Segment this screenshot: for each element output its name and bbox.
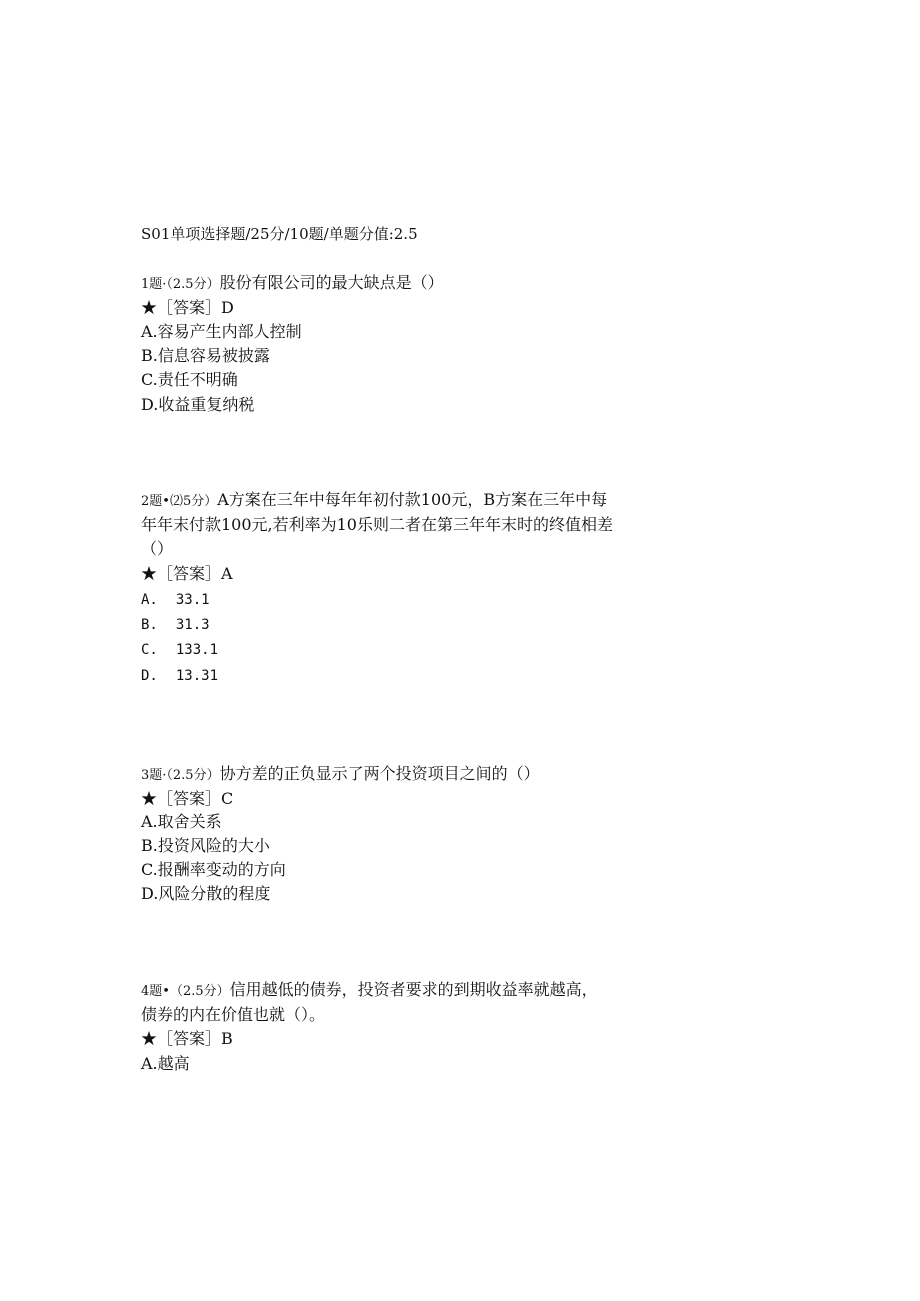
question-1-option-c: C.责任不明确 xyxy=(141,370,238,389)
question-1-option-a: A.容易产生内部人控制 xyxy=(141,322,302,341)
question-2-prefix: 2题•⑵5分） xyxy=(141,494,218,509)
question-3-text: 协方差的正负显示了两个投资项目之间的（） xyxy=(219,764,540,783)
question-2-option-d xyxy=(141,664,218,688)
question-2-answer: ★［答案］A xyxy=(141,564,233,583)
question-3-answer: ★［答案］C xyxy=(141,789,234,808)
option-letter: A. xyxy=(141,592,158,608)
question-2-text-line-2: 年年末付款100元,若利率为10乐则二者在第三年年末时的终值相差 xyxy=(141,515,613,534)
question-4-prefix: 4题•（2.5分） xyxy=(141,984,230,999)
question-2-option-b xyxy=(141,613,210,637)
question-1-prefix: 1题·（2.5分） xyxy=(141,277,220,292)
question-3-option-c: C.报酬率变动的方向 xyxy=(141,860,286,879)
question-2-option-a xyxy=(141,588,210,612)
question-1-title xyxy=(141,271,444,297)
question-3-option-a: A.取舍关系 xyxy=(141,812,222,831)
question-1-text: 股份有限公司的最大缺点是（） xyxy=(219,273,444,292)
question-3-option-b: B.投资风险的大小 xyxy=(141,836,270,855)
question-4-answer: ★［答案］B xyxy=(141,1029,233,1048)
question-2-option-c xyxy=(141,638,218,662)
question-4-text-line-2: 债券的内在价值也就（）。 xyxy=(141,1005,326,1024)
question-1-answer: ★［答案］D xyxy=(141,298,234,317)
question-2-title xyxy=(141,488,607,514)
option-value: 31.3 xyxy=(175,617,210,633)
option-letter: C. xyxy=(141,642,158,658)
option-value: 133.1 xyxy=(175,642,219,658)
question-2-text-line-3: （） xyxy=(141,539,174,558)
question-3-prefix: 3题·（2.5分） xyxy=(141,768,220,783)
question-4-title xyxy=(141,978,598,1004)
question-4-option-a: A.越高 xyxy=(141,1054,190,1073)
section-title: S01单项选择题/25分/10题/单题分值:2.5 xyxy=(141,225,418,243)
question-1-option-d: D.收益重复纳税 xyxy=(141,395,255,414)
question-4-text-line-1: 信用越低的债券，投资者要求的到期收益率就越高， xyxy=(229,980,598,999)
option-value: 13.31 xyxy=(175,668,219,684)
question-2-text-line-1: A方案在三年中每年年初付款100元，B方案在三年中每 xyxy=(217,490,608,509)
option-letter: B. xyxy=(141,617,158,633)
question-1-option-b: B.信息容易被披露 xyxy=(141,346,270,365)
question-3-option-d: D.风险分散的程度 xyxy=(141,884,271,903)
option-value: 33.1 xyxy=(175,592,210,608)
question-3-title xyxy=(141,762,540,788)
option-letter: D. xyxy=(141,668,158,684)
